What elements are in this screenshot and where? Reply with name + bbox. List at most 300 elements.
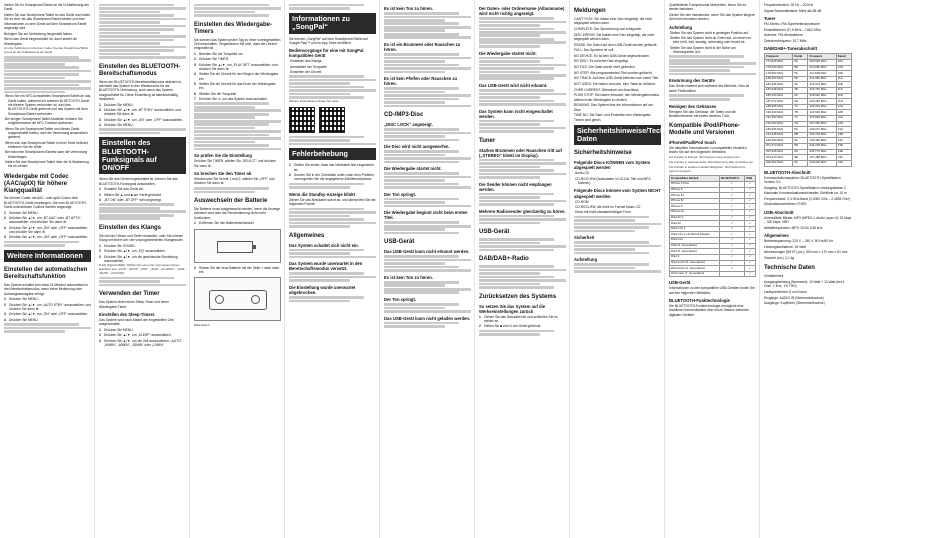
dab-cell: 12D bbox=[836, 121, 851, 127]
dab-cell: 9C bbox=[793, 160, 808, 166]
meldung: NOT USED: Sie haben versucht, eine Taste zu drücken. bbox=[574, 81, 656, 86]
reset-heading: Zurücksetzen des Systems bbox=[479, 293, 557, 300]
intro-line: Qualifizierten Fachpersonal überprüfen, bevor Sie es wieder benutzen. bbox=[669, 3, 747, 12]
klang-options: P-EQ (EQUALIZER): Wählen Sie einen der vorprogrammierten Equalizer aus: „FLAT“, „ROCK“, „POP“, „JAZZ“, „CLASSIC“, „JAZZ“, „BASS“, „CUSTOM“. bbox=[99, 263, 186, 275]
step: 4 Drücken Sie MENU. bbox=[4, 317, 39, 322]
step: 6 Wählen Sie die Tonquelle. bbox=[194, 91, 238, 96]
dab-cell: 194,064 MHz bbox=[765, 121, 793, 127]
dab-cell: 11N bbox=[836, 99, 851, 105]
step: 2 Drücken Sie ▲/▼, um „BT STBY“ auszuwählen, und drücken Sie dann ⊕. bbox=[99, 107, 182, 117]
hinweis: Wenn sich das Smartphone/Tablet in einer Hülle befindet, entfernen Sie die Hülle. bbox=[5, 140, 89, 150]
dab-cell: 7D bbox=[793, 121, 808, 127]
step: 2 Drücken Sie ▲/▼, um „BT AAC“ oder „BT APTX“ auszuwählen, und drücken Sie dann ⊕. bbox=[4, 216, 81, 225]
auto-off-heading: Einstellen der automatischen Bereitschaftsfunktion bbox=[4, 267, 88, 281]
dab-cell: 12C bbox=[836, 116, 851, 122]
check-cell: ✓ bbox=[745, 215, 756, 221]
check-cell: ✓ bbox=[719, 210, 744, 216]
meldung: CAN'T PLAY: Sie haben eine Disc eingelegt, die nicht abgespielt werden kann. bbox=[574, 16, 653, 26]
step: 3 Drücken Sie ▲/▼, um „ON“ oder „OFF“ auszuwählen. bbox=[4, 312, 89, 317]
bt-standby-heading: Einstellen des BLUETOOTH-Bereitschaftsmodus bbox=[99, 63, 181, 77]
freq-line: Signal-Rauschabstand: Mehr als 85 dB bbox=[764, 8, 822, 13]
table-header: Kanal bbox=[836, 54, 851, 60]
check-cell: ✓ bbox=[719, 266, 744, 272]
column-3 bbox=[190, 0, 285, 538]
dab-cell: 8D bbox=[793, 144, 808, 150]
table-row bbox=[670, 271, 756, 277]
tuner-line: Die Sender können nicht empfangen werden. bbox=[479, 181, 552, 192]
check-cell: ✓ bbox=[719, 193, 744, 199]
discs-not-heading: Folgende Discs können vom System NICHT abgespielt werden bbox=[574, 188, 661, 199]
dab-cell: 229,072 MHz bbox=[808, 127, 836, 133]
compat-sub: iPhone/iPad/iPod touch bbox=[669, 140, 716, 146]
general-line: Gewicht (ca.): 2,1 kg bbox=[764, 256, 795, 261]
step: 3 Drücken Sie ▲/▼, um „PLAY SET“ auszuwählen, und drücken Sie dann ⊕. bbox=[194, 62, 278, 72]
dab-cell: 8C bbox=[793, 138, 808, 144]
bt-heading: BLUETOOTH-Funktechnologie bbox=[669, 298, 730, 304]
check-cell: ✓ bbox=[745, 198, 756, 204]
dab-cell: 6A bbox=[793, 82, 808, 88]
bt-standby-text: Wenn der BLUETOOTH-Bereitschaftsmodus aktiviert ist, wechselt das System in den Wartemodus für die BLUETOOTH-Verbindung, auch wenn das System ausgeschaltet ist. Diese Einstellung ist standardmäßig deaktiviert. bbox=[99, 79, 182, 101]
cancel-heading: So brechen Sie den Timer ab bbox=[194, 171, 252, 177]
reset-line: So setzen Sie das System auf die Werkseinstellungen zurück bbox=[479, 303, 546, 314]
model-cell: iPhone 6 bbox=[670, 187, 720, 193]
sicher-heading: Sicherheitshinweise bbox=[574, 150, 632, 157]
disc-item: CD-R/CD-RW (Audiodaten in CD-DA-Titel und MP3-Dateien) bbox=[575, 176, 652, 186]
dab-cell: 6C bbox=[793, 93, 808, 99]
step: 1 Ziehen Sie das Netzkabel ab und schließen Sie es wieder an. bbox=[479, 314, 558, 324]
discs-heading: Folgende Discs KÖNNEN vom System abgespielt werden bbox=[574, 160, 651, 171]
check-cell: ✓ bbox=[745, 260, 756, 266]
check-text: Drücken Sie TIMER, wählen Sie „SELECT“ und drücken Sie dann ⊕. bbox=[194, 159, 277, 168]
model-cell: iPhone 5s bbox=[670, 193, 720, 199]
standby-heading: Wenn die Standby-Anzeige blinkt bbox=[289, 191, 355, 197]
column-8 bbox=[665, 0, 760, 538]
songpal-text: Sie können „SongPal“ auf dem Smartphone/Tablet auf Google Play™ und im App Store erhältlich. bbox=[289, 36, 368, 45]
play-timer-heading: Einstellen des Wiedergabe-Timers bbox=[194, 21, 272, 35]
dab-cell: 13B bbox=[836, 132, 851, 138]
weitere-informationen-band: Weitere Informationen bbox=[4, 250, 91, 262]
usb-line: Das USB-Gerät kann nicht erkannt werden. bbox=[384, 249, 470, 255]
dab-cell: 220,352 MHz bbox=[808, 99, 836, 105]
dab-cell: 192,352 MHz bbox=[765, 116, 793, 122]
cd-line: Der Ton springt. bbox=[384, 191, 417, 197]
intro-line: Wenn das Gerät eingeschaltet ist, dann startet die Wiedergabe. bbox=[4, 37, 78, 46]
dab-cell: 13F bbox=[836, 155, 851, 161]
tech-line: Ausgangsleistung (Nennwert): 10 Watt + 10 Watt (bei 4 Ohm, 1 kHz, 1% THD) bbox=[764, 279, 845, 289]
hinweis: Bei manchen Smartphones/Tablets kann die Verbindung fehlschlagen. bbox=[5, 150, 88, 159]
meldung: TIME NG: Die Start- und Endzeiten des Wiedergabe-Timers sind gleich. bbox=[574, 113, 652, 122]
dab-cell: 12B bbox=[836, 110, 851, 116]
step: 4 Drücken Sie ▲/▼, um „ON“ oder „OFF“ auszuwählen. bbox=[4, 235, 89, 240]
timer-text: Das System bietet einen Sleep-Timer und einen Wiedergabe-Timer. bbox=[99, 300, 169, 309]
tech-heading: Technische Daten bbox=[764, 265, 815, 272]
qr-note: Weitere Informationen finden Sie unter: bbox=[289, 98, 340, 103]
check-cell: ✓ bbox=[745, 193, 756, 199]
kondens-text: Das Gerät erwärmt sich während des Betriebs. Dies ist keine Fehlfunktion. bbox=[669, 84, 750, 93]
step: 3 Drücken Sie ▲/▼, um die gewünschte Einstellung auszuwählen. bbox=[99, 254, 178, 263]
tuner-line: Mehrere Radiosender gleichzeitig zu hören. bbox=[479, 208, 566, 214]
step: 4 Stellen Sie die Uhrzeit für den Beginn der Wiedergabe ein. bbox=[194, 72, 279, 81]
dab-cell: 197,648 MHz bbox=[765, 132, 793, 138]
check-cell bbox=[719, 271, 744, 277]
step: 2 Drücken Sie ▲/▼, um „SLEEP“ auszuwählen. bbox=[99, 333, 172, 338]
step: 1 Drücken Sie SOUND. bbox=[99, 243, 136, 248]
dab-cell: 234,208 MHz bbox=[808, 144, 836, 150]
songpal-item: Einstellen des Klangs bbox=[290, 59, 322, 64]
intro-line: Befolgen Sie zur Verbindung hergestellt haben. bbox=[4, 31, 73, 36]
disc-item: Audio-CD bbox=[575, 171, 590, 176]
compat-heading: Kompatible iPod/iPhone-Modelle und Versionen bbox=[669, 123, 741, 137]
cancel-text: Wiederholen Sie Schritt 1 und 2, wählen Sie „OFF“ und drücken Sie dann ⊕. bbox=[194, 177, 275, 186]
tuner-line: Starkes Brummen oder Rauschen tritt auf („STEREO“ blinkt im Display). bbox=[479, 147, 562, 158]
step: 1 Bereiten Sie die Tonquelle vor. bbox=[194, 52, 244, 57]
dab-cell: 216,784 MHz bbox=[808, 87, 836, 93]
check-cell: ✓ bbox=[719, 243, 744, 249]
model-cell: iPod nano (7. Generation) bbox=[670, 271, 720, 277]
dab-cell: 190,640 MHz bbox=[765, 110, 793, 116]
column-4 bbox=[285, 0, 380, 538]
usb2-heading: USB-Gerät bbox=[479, 229, 510, 236]
songpal-item: Auswählen der Tonquelle bbox=[290, 64, 327, 69]
dab-cell: 13E bbox=[836, 149, 851, 155]
model-cell: iPad (3. Generation) bbox=[670, 249, 720, 255]
meldung: NO STEP: Alle programmierten Titel wurden gelöscht. bbox=[574, 70, 653, 75]
intro-line: Halten Sie Ihr Smartphone/Tablet an die N-Markierung am Gerät. bbox=[4, 3, 89, 12]
meldung: NO DISC: Es ist keine Disc eingelegt. bbox=[574, 59, 629, 64]
step: 1 Stellen Sie sicher, dass das Netzkabel fest eingesteckt ist. bbox=[289, 163, 374, 172]
cd-line: Die Wiedergabe beginnt nicht beim ersten Titel. bbox=[384, 210, 468, 221]
model-cell: iPad Air bbox=[670, 221, 720, 227]
usb-text: Informationen zu den kompatiblen USB-Geräten finden Sie auf den folgenden Websites: bbox=[669, 286, 755, 295]
dab-cell: 227,360 MHz bbox=[808, 121, 836, 127]
battery-heading: Auswechseln der Batterie bbox=[194, 198, 268, 205]
general-item: Die Einstellung wurde unerwartet abgebrochen. bbox=[289, 284, 356, 295]
battery-text: Die Batterie muss ausgetauscht werden, wenn die Anzeige schwach wird oder die Fernbedienung nicht mehr funktioniert. bbox=[194, 207, 280, 220]
dab-cell: 195,936 MHz bbox=[765, 127, 793, 133]
check-cell: ✓ bbox=[745, 243, 756, 249]
dab-cell: 178,352 MHz bbox=[765, 71, 793, 77]
dab-cell: 7C bbox=[793, 116, 808, 122]
bt-line: Maximale Kommunikationsreichweite: Sichtlinie ca. 10 m bbox=[764, 191, 847, 196]
dab-cell: 187,072 MHz bbox=[765, 99, 793, 105]
step: 3 Drücken Sie ▲/▼, um die Zeit auszuwählen: „AUTO“, „90MIN“, „60MIN“, „30MIN“ oder „10MIN“. bbox=[99, 338, 183, 347]
usb-heading: USB-Abschnitt bbox=[764, 209, 794, 215]
step: 2 Drücken Sie ▲/▼, um „EQ“ auszuwählen. bbox=[99, 249, 166, 254]
general-line: Abmessungen (B/H/T) (ca.): 500 mm × 170 mm × 81 mm bbox=[764, 250, 848, 255]
cd-line: Die Wiedergabe startet nicht. bbox=[384, 166, 442, 172]
compat-url[interactable]: Für Kunden in Europa: http://support.sony-europe.com/ bbox=[669, 155, 740, 160]
dab-cell: 13D bbox=[836, 144, 851, 150]
dab-cell: 7A bbox=[793, 104, 808, 110]
dab-table bbox=[764, 53, 852, 166]
check-cell: ✓ bbox=[745, 238, 756, 244]
dab-cell: 204,640 MHz bbox=[765, 155, 793, 161]
check-cell: ✓ bbox=[719, 181, 744, 187]
play-timer-text: Sie können das System jeden Tag zu einer voreingestellten Zeit einschalten. Vergewissern Sie sich, dass die Uhrzeit eingestellt ist. bbox=[194, 37, 281, 51]
check-cell: ✓ bbox=[745, 187, 756, 193]
table-header: Kompatibles Modell bbox=[670, 176, 720, 182]
dab-cell: 230,784 MHz bbox=[808, 132, 836, 138]
meldung: NO FILE: Die Datei wurde nicht gefunden. bbox=[574, 65, 636, 70]
dab-cell: 199,360 MHz bbox=[765, 138, 793, 144]
model-cell: iPad mini 3 bbox=[670, 226, 720, 232]
step: 1 Entfernen Sie den Batteriefachdeckel. bbox=[194, 221, 255, 226]
model-cell: iPhone 4s bbox=[670, 210, 720, 216]
disc-not-item: CD-R/CD-RW, die nicht im Format Music CD bbox=[575, 204, 641, 209]
meldung: OVER CURRENT: Überstrom am Anschluss. bbox=[574, 87, 640, 92]
intro-line: Ziehen Sie den Netzstecker, wenn Sie das System längere Zeit nicht benutzen werden. bbox=[669, 12, 755, 22]
check-cell: ✓ bbox=[719, 198, 744, 204]
dab-cell: 11B bbox=[836, 82, 851, 88]
dab-cell: 218,640 MHz bbox=[808, 93, 836, 99]
dab-cell: 6D bbox=[793, 99, 808, 105]
aufstellung-item: Stellen Sie das System nicht in der Nähe von Wärmequellen auf. bbox=[670, 45, 736, 55]
tuner-line: Antenne: FM-Wurfantenne bbox=[764, 33, 803, 38]
bt-line: Ausgang: BLUETOOTH-Spezifikation Leistungsklasse 2 bbox=[764, 185, 846, 190]
meldung: DISC ERROR: Sie haben eine Disc eingelegt, die nicht abgespielt werden kann. bbox=[574, 32, 655, 41]
compat-url[interactable]: Für Kunden in Lateinamerika: http://www.sony-latin.com/index.crp bbox=[669, 159, 754, 164]
meldung: COMPLETE: Der Speicherung war erfolgreich. bbox=[574, 26, 643, 31]
intro-line: Um die Verbindung zu trennen, halten Sie das Smartphone/Tablet erneut an die N-Markierung am Gerät. bbox=[4, 46, 89, 55]
dab-heading: DAB/DAB+-Tunerabschnitt bbox=[764, 46, 818, 52]
dab-cell: 11A bbox=[836, 76, 851, 82]
dab-cell: 5A bbox=[793, 59, 808, 65]
column-5 bbox=[380, 0, 475, 538]
general-line: Betriebsspannung: 220 V – 240 V, 50 Hz/60 Hz bbox=[764, 239, 833, 244]
usb-line: Der Ton springt. bbox=[384, 297, 417, 303]
cd-item: Es ist ein Brummen oder Rauschen zu hören. bbox=[384, 42, 461, 53]
step: 1 Drücken Sie MENU. bbox=[4, 210, 39, 215]
bt-line: Kommunikationssystem: BLUETOOTH-Spezifikation Version 3.0 bbox=[764, 175, 841, 184]
tuner-line: Zwischenfrequenz: 10,7 MHz bbox=[764, 38, 807, 43]
dab-cell: 11D bbox=[836, 93, 851, 99]
model-cell: iPhone 5 bbox=[670, 204, 720, 210]
dab-cell: 239,200 MHz bbox=[808, 160, 836, 166]
klang-text: Sie können Höhen und Tiefen einstellen, oder Sie können Klang mit einem der vier vorprogrammierten Klangmuster. bbox=[99, 233, 184, 243]
meldung: READING: Das System liest die Informationen auf der Disc. bbox=[574, 103, 653, 112]
sicherheit-band: Sicherheitshinweise/Technische Daten bbox=[574, 125, 661, 146]
dab-cell: 9A bbox=[793, 149, 808, 155]
dab-cell: 202,928 MHz bbox=[765, 149, 793, 155]
funk-text: Wenn Sie das Gerät eingeschaltet ist, können Sie das BLUETOOTH-Funksignal ausschalten. bbox=[99, 177, 178, 186]
check-cell: ✓ bbox=[745, 204, 756, 210]
qr-code-icon bbox=[289, 107, 315, 133]
cd-heading: CD-/MP3-Disc bbox=[384, 112, 424, 119]
compat-text: Die aktuellen Informationen zu kompatiblen Modellen finden Sie auf den folgenden Websites: bbox=[669, 146, 747, 155]
placement-heading: Aufstellung bbox=[574, 257, 598, 263]
meldung: ERASE: Die Daten auf dem USB-Gerät werden gelöscht. bbox=[574, 42, 658, 47]
nfc-note: Wenn Sie ein Smartphone/Tablet und dieses Gerät ausgeschaltet haben, wird die Verbindung automatisch getrennt. bbox=[5, 126, 88, 140]
reinigung-heading: Reinigen des Gehäuses bbox=[669, 103, 717, 109]
battery-label: Batteriefach bbox=[194, 323, 210, 328]
dab-cell: 225,648 MHz bbox=[808, 116, 836, 122]
bt-line: Frequenzband: 2,4 GHz-Band (2,4000 GHz – 2,4835 GHz) bbox=[764, 196, 850, 201]
compat-table bbox=[669, 175, 756, 277]
cd-line: Die Disc wird nicht ausgeworfen. bbox=[384, 144, 450, 150]
dab-cell: 9B bbox=[793, 155, 808, 161]
klang-heading: Einstellen des Klangs bbox=[99, 225, 162, 232]
step: 2 Drücken Sie ▲/▼, um „AUTO STBY“ auszuwählen, und drücken Sie dann ⊕. bbox=[4, 302, 91, 311]
column-2 bbox=[95, 0, 190, 538]
freq-line: Frequenzbereich: 20 Hz – 20 kHz bbox=[764, 3, 814, 7]
dab-cell: 201,072 MHz bbox=[765, 144, 793, 150]
check-cell: ✓ bbox=[745, 226, 756, 232]
tech-line: Verstärkerteil bbox=[764, 274, 784, 279]
aufstellung-heading: Aufstellung bbox=[669, 24, 693, 30]
step: 1 Drücken Sie MENU. bbox=[4, 297, 39, 302]
check-cell: ✓ bbox=[745, 232, 756, 238]
trouble-band: Fehlerbehebung bbox=[289, 148, 376, 160]
dab-cell: 211,648 MHz bbox=[808, 71, 836, 77]
step: 1 Drücken Sie MENU. bbox=[99, 102, 134, 107]
hinweis: Halten Sie das Smartphone/Tablet über die N-Markierung, bis es vibriert. bbox=[5, 160, 90, 169]
aufstellung-item: Stellen Sie das System nicht in geneigter Position auf. bbox=[670, 30, 749, 35]
compat-url[interactable]: Für Kunden in anderen Ländern/Regionen: http://www.sony-asia.com/support bbox=[669, 164, 746, 173]
dab-cell: 13G bbox=[836, 160, 851, 166]
bt-text: Die BLUETOOTH-Funktechnologie ermöglicht eine drahtlose Kommunikation über kurze Distanz zwischen digitalen Geräten. bbox=[669, 304, 750, 317]
check-heading: So prüfen Sie die Einstellung bbox=[194, 153, 252, 159]
model-cell: iPad Air 2 bbox=[670, 215, 720, 221]
check-cell: ✓ bbox=[719, 254, 744, 260]
dab-cell: 10D bbox=[836, 71, 851, 77]
general-heading: Allgemeines bbox=[764, 233, 789, 239]
data-line: Das System kann nicht eingeschaltet werden. bbox=[479, 108, 553, 119]
dab-cell: 235,776 MHz bbox=[808, 149, 836, 155]
tuner-line: Einstellbereich: 87,5 MHz – 108,0 MHz bbox=[764, 27, 821, 32]
dab-cell: 5C bbox=[793, 71, 808, 77]
column-6 bbox=[475, 0, 570, 538]
tech-line: Ausgänge: Kopfhörer (Stereominibuchse) bbox=[764, 301, 825, 306]
nfc-note: Wenn Sie ein NFC-kompatibles Smartphone/Tablet an das Gerät halten, während ein anderes BLUETOOTH-Gerät mit diesem System verbunden ist, wird das BLUETOOTH-Gerät getrennt und das System mit dem Smartphone/Tablet verbunden. bbox=[5, 94, 91, 116]
data-line: Der Daten- oder Ordnername (Albumname) wird nicht richtig angezeigt. bbox=[479, 6, 565, 17]
table-row bbox=[765, 160, 852, 166]
meldung: NO TRACK: Auf dem USB-Gerät befinden sich keine Titel. bbox=[574, 76, 659, 81]
step: 2 Suchen Sie in der Checkliste unten nach dem Problem und ergreifen Sie die angegebene Abhilfemaßnahme. bbox=[289, 173, 374, 182]
check-cell: ✓ bbox=[719, 221, 744, 227]
tuner-heading: Tuner bbox=[764, 15, 776, 21]
step: 1 Schalten Sie das Gerät ein. bbox=[99, 187, 145, 192]
model-cell: iPad (4. Generation) bbox=[670, 243, 720, 249]
kondens-heading: Erwärmung des Geräts bbox=[669, 78, 715, 84]
codec-intro: Sie können Codec mit AAC- oder aptX-Codec über BLUETOOTH-Gerät empfangen. Die vom BLUETOOTH-Gerät unterstützten Codecs werden angezeigt. bbox=[4, 196, 87, 210]
sleep-text: Das System wird nach Ablauf der eingestellten Zeit ausgeschaltet. bbox=[99, 317, 174, 327]
dab-cell: 209,936 MHz bbox=[808, 59, 836, 65]
dab-cell: 10N bbox=[836, 65, 851, 71]
tech-line: Lautsprecherteil: 8 cm Konus bbox=[764, 289, 807, 294]
usb-line: Abtastfrequenzen: MP3: 32/44,1/48 kHz bbox=[764, 225, 823, 230]
dab-cell: 188,928 MHz bbox=[765, 104, 793, 110]
dab-cell: 181,936 MHz bbox=[765, 82, 793, 88]
usb-heading: USB-Gerät bbox=[669, 280, 691, 286]
cd-line: „DISC LOCK“ angezeigt. bbox=[384, 122, 433, 128]
usb-heading: USB-Gerät bbox=[384, 239, 415, 246]
tech-line: Eingänge: AUDIO IN (Stereominibuchse) bbox=[764, 295, 824, 300]
meldung: NO DEVICE: Es ist kein USB-Gerät angeschlossen. bbox=[574, 53, 650, 58]
dab-cell: 215,072 MHz bbox=[808, 82, 836, 88]
check-cell: ✓ bbox=[719, 187, 744, 193]
step: 3 Drücken Sie ▲/▼, um „ON“ oder „OFF“ auszuwählen. bbox=[99, 117, 184, 122]
step: 7 Drücken Sie ⏻, um das System auszuschalten. bbox=[194, 97, 268, 102]
dab-cell: 210,096 MHz bbox=[808, 65, 836, 71]
general-heading: Allgemeines bbox=[289, 232, 325, 239]
model-cell: iPod touch (5. Generation) bbox=[670, 260, 720, 266]
check-cell: ✓ bbox=[745, 181, 756, 187]
dab-cell: 13A bbox=[836, 127, 851, 133]
step: 3 Drücken Sie ▲/▼, um „ON“ oder „OFF“ auszuwählen, und drücken Sie dann ⊕. bbox=[4, 225, 89, 235]
cd-item: Es ist kein Pfeifen oder Rauschen zu hören. bbox=[384, 76, 458, 87]
meldung: FULL: Der Speicher ist voll. bbox=[574, 48, 615, 53]
dab-heading: DAB/DAB+-Radio bbox=[479, 256, 529, 263]
dab-cell: 180,064 MHz bbox=[765, 76, 793, 82]
nfc-note: Bei einigen Smartphone/Tablet-Modellen müssen Sie möglicherweise die NFC-Funktion aktivieren. bbox=[5, 116, 83, 126]
tuner-heading: Tuner bbox=[479, 137, 496, 144]
general-item: Das System schaltet sich nicht ein. bbox=[289, 242, 359, 248]
check-cell: ✓ bbox=[745, 221, 756, 227]
step: 2 Halten Sie ▲ und ■ am Gerät gedrückt. bbox=[99, 192, 162, 197]
model-cell: iPod touch (4. Generation) bbox=[670, 266, 720, 272]
column-9 bbox=[760, 0, 855, 538]
dab-cell: 213,360 MHz bbox=[808, 76, 836, 82]
table-header: BLUETOOTH bbox=[719, 176, 744, 182]
table-header: Frequenz bbox=[765, 54, 793, 60]
usb-line: Das USB-Gerät kann nicht geladen werden. bbox=[384, 315, 471, 321]
dab-cell: 223,936 MHz bbox=[808, 110, 836, 116]
dab-cell: 5D bbox=[793, 76, 808, 82]
dab-cell: 185,360 MHz bbox=[765, 93, 793, 99]
auto-off-text: Das System schaltet sich etwa 15 Minuten automatisch in den Bereitschaftsmodus, wenn keine Bedienung oder Audiosignalausgabe erfolgt. bbox=[4, 282, 89, 296]
step: 1 Drücken Sie MENU. bbox=[99, 327, 134, 332]
check-cell: ✓ bbox=[719, 232, 744, 238]
model-cell: iPad 2 bbox=[670, 254, 720, 260]
column-1 bbox=[0, 0, 95, 538]
check-cell: ✓ bbox=[745, 210, 756, 216]
check-cell: ✓ bbox=[719, 238, 744, 244]
standby-text: Ziehen Sie das Netzkabel sofort ab, und überprüfen Sie die folgenden Punkte. bbox=[289, 197, 376, 207]
bt-funk-band: Einstellen des BLUETOOTH-Funksignals auf ON/OFF bbox=[99, 137, 186, 174]
songpal-band: Informationen zu „SongPal“ bbox=[289, 13, 376, 34]
songpal-item: Einstellen der Uhrzeit bbox=[290, 69, 322, 74]
reinigung-text: Reinigen Sie das Gehäuse, die Tafeln und die Bedienelemente mit einem weichen Tuch. bbox=[669, 109, 736, 118]
step: 2 Setzen Sie die neue Batterie mit der Seite + nach oben ein. bbox=[194, 265, 280, 275]
dab-cell: 237,488 MHz bbox=[808, 155, 836, 161]
check-cell: ✓ bbox=[719, 260, 744, 266]
tuner-line: FM-Stereo, FM-Superheterodynetuner bbox=[764, 22, 821, 27]
dab-cell: 13C bbox=[836, 138, 851, 144]
general-line: Leistungsaufnahme: 24 Watt bbox=[764, 244, 806, 249]
dab-cell: 11C bbox=[836, 87, 851, 93]
remote-illustration bbox=[194, 277, 281, 321]
general-item: Das System wurde unerwartet in den Bereitschaftsmodus versetzt. bbox=[289, 261, 363, 272]
sleep-heading: Einstellen des Sleep-Timers bbox=[99, 311, 155, 317]
check-cell: ✓ bbox=[745, 266, 756, 272]
songpal-heading: Bedienvorgänge für eine mit SongPal kompatibles Gerät bbox=[289, 48, 364, 59]
cleaning-heading: Sicherheit bbox=[574, 235, 595, 241]
usb-line: Es ist kein Ton zu hören. bbox=[384, 274, 434, 280]
battery-illustration bbox=[194, 229, 281, 263]
check-cell: ✓ bbox=[719, 204, 744, 210]
step: 2 Halten Sie ■ und ⏻ am Gerät gedrückt. bbox=[479, 324, 542, 329]
dab-cell: 206,352 MHz bbox=[765, 160, 793, 166]
qr-code-icon bbox=[319, 107, 345, 133]
bt-heading: BLUETOOTH-Abschnitt bbox=[764, 169, 811, 175]
qr-codes bbox=[289, 107, 376, 133]
data-line: Das USB-Gerät wird nicht erkannt. bbox=[479, 83, 548, 89]
dab-cell: 8B bbox=[793, 132, 808, 138]
dab-cell: 8A bbox=[793, 127, 808, 133]
dab-cell: 7B bbox=[793, 110, 808, 116]
check-cell: ✓ bbox=[719, 215, 744, 221]
check-cell: ✓ bbox=[745, 254, 756, 260]
